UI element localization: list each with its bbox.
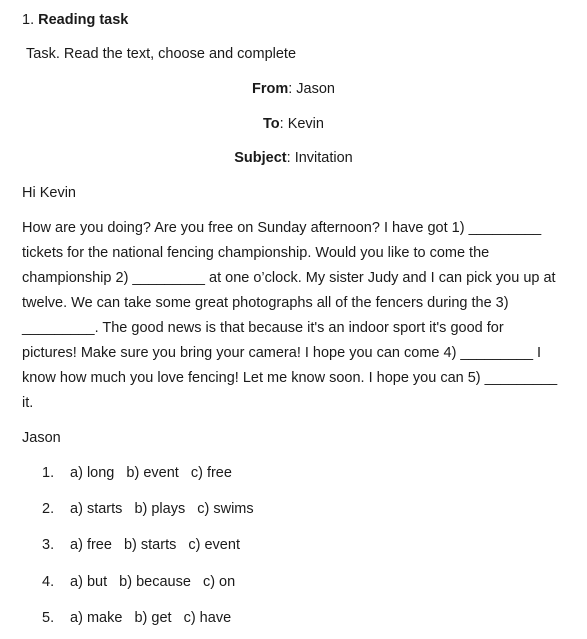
option-c[interactable]: c) on xyxy=(202,574,236,590)
body-line: it. xyxy=(22,395,34,411)
signature: Jason xyxy=(22,430,61,446)
section-title: Reading task xyxy=(38,12,129,28)
to-line xyxy=(0,114,587,134)
question-number: 2. xyxy=(42,501,55,517)
section-number: 1. xyxy=(22,12,35,28)
body-line: know how much you love fencing! Let me know soon. I hope you can 5) _________ xyxy=(22,370,558,386)
question-item xyxy=(42,463,238,483)
from-label: From xyxy=(252,81,289,97)
option-a[interactable]: a) make xyxy=(70,610,123,626)
body-line: tickets for the national fencing championship. Would you like to come the xyxy=(22,245,490,261)
option-b[interactable]: b) plays xyxy=(134,501,186,517)
body-line: _________. The good news is that because it's an indoor sport it's good for xyxy=(22,320,504,336)
question-number: 5. xyxy=(42,610,55,626)
option-a[interactable]: a) but xyxy=(70,574,108,590)
option-b[interactable]: b) starts xyxy=(123,537,177,553)
body-line: pictures! Make sure you bring your camera! I hope you can come 4) _________ I xyxy=(22,345,542,361)
option-b[interactable]: b) because xyxy=(119,574,191,590)
subject-value: : Invitation xyxy=(286,150,353,166)
question-number: 3. xyxy=(42,537,55,553)
letter-body xyxy=(22,216,557,416)
question-item xyxy=(42,535,246,555)
subject-line xyxy=(0,148,587,168)
question-item xyxy=(42,572,241,592)
body-line: championship 2) _________ at one o’clock. My sister Judy and I can pick you up at xyxy=(22,270,556,286)
to-value: : Kevin xyxy=(279,116,324,132)
from-value: : Jason xyxy=(288,81,335,97)
greeting: Hi Kevin xyxy=(22,185,76,201)
section-heading xyxy=(22,10,128,30)
option-a[interactable]: a) starts xyxy=(70,501,123,517)
option-a[interactable]: a) free xyxy=(70,537,112,553)
option-b[interactable]: b) event xyxy=(126,465,179,481)
subject-label: Subject xyxy=(234,150,287,166)
body-line: How are you doing? Are you free on Sunday afternoon? I have got 1) _________ xyxy=(22,220,542,236)
question-item xyxy=(42,499,260,519)
option-c[interactable]: c) have xyxy=(183,610,232,626)
question-number: 4. xyxy=(42,574,55,590)
from-line xyxy=(0,79,587,99)
option-c[interactable]: c) event xyxy=(188,537,240,553)
option-b[interactable]: b) get xyxy=(134,610,172,626)
body-line: twelve. We can take some great photographs all of the fencers during the 3) xyxy=(22,295,509,311)
to-label: To xyxy=(263,116,280,132)
question-number: 1. xyxy=(42,465,55,481)
option-c[interactable]: c) free xyxy=(190,465,232,481)
option-a[interactable]: a) long xyxy=(70,465,115,481)
option-c[interactable]: c) swims xyxy=(197,501,254,517)
question-item xyxy=(42,608,237,628)
task-instruction: Task. Read the text, choose and complete xyxy=(26,46,297,62)
